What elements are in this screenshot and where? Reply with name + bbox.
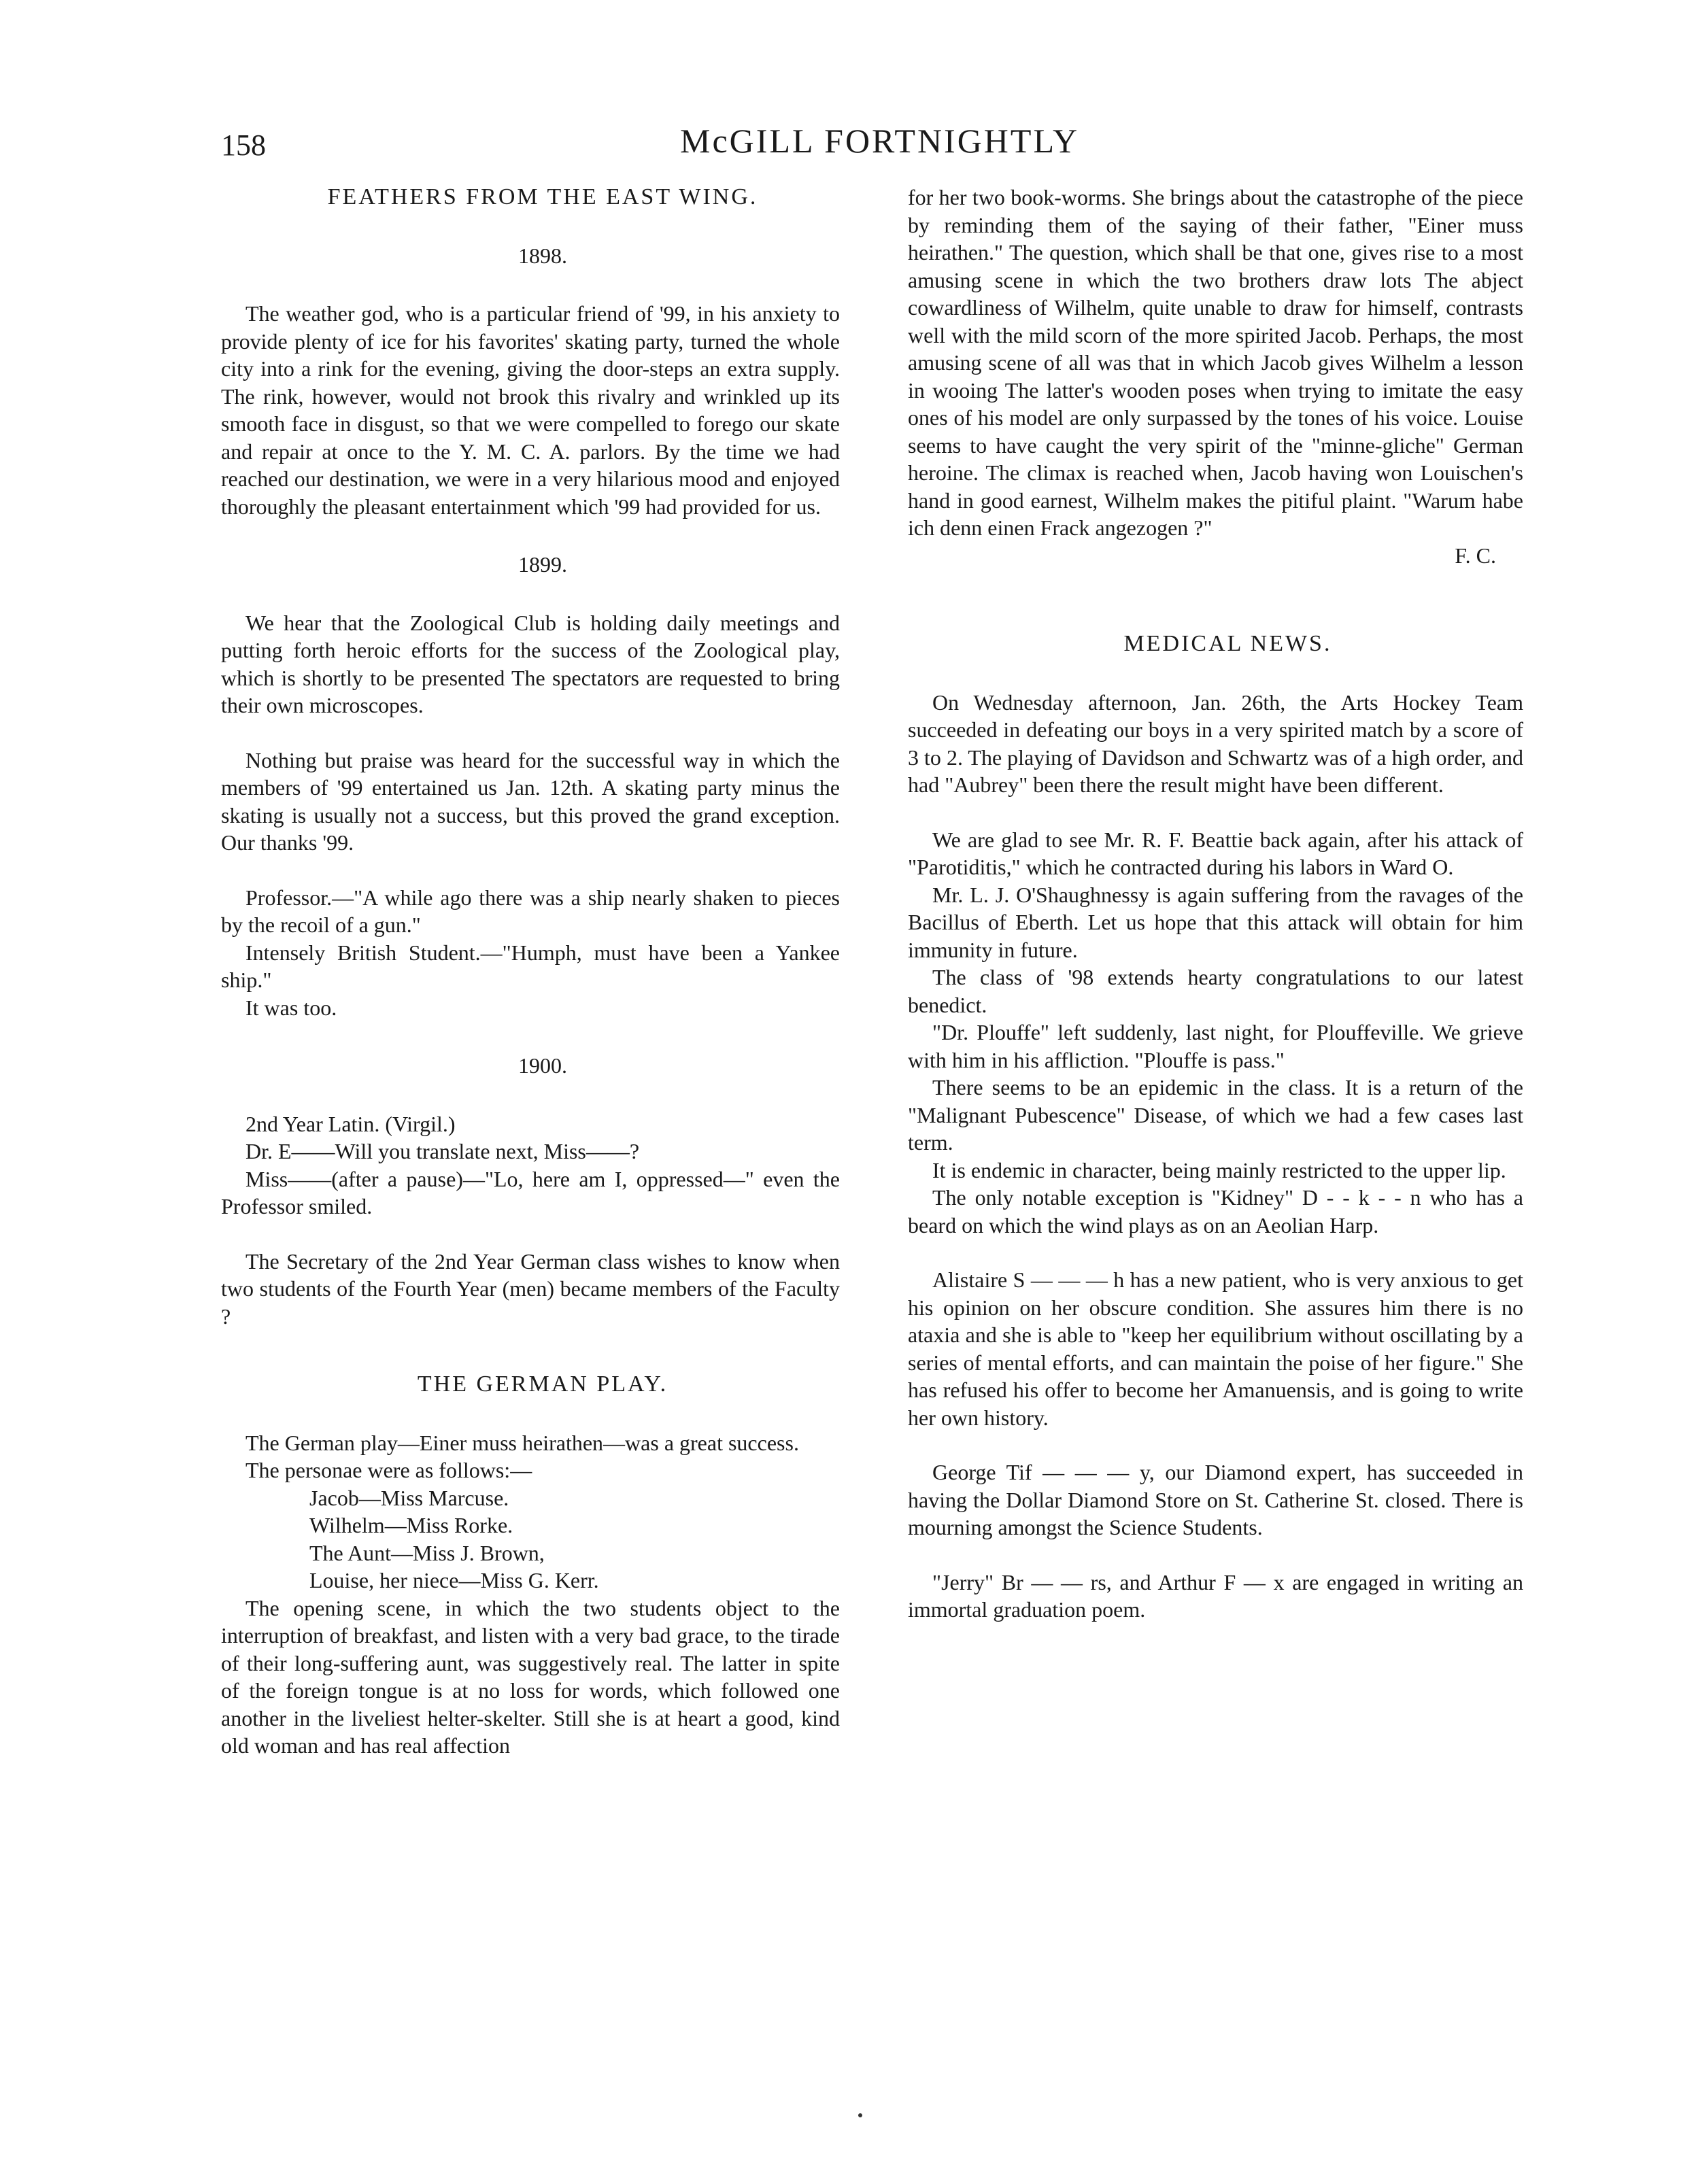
paragraph-professor: Professor.—"A while ago there was a ship nearly shaken to pieces by the recoil of a gun." <box>221 885 840 937</box>
paragraph-1898: The weather god, who is a particular friend of '99, in his anxiety to provide plenty of ice for his favorites' skating party, turned the whole city into a rink for the evening, giving the door-steps an extra supply. The rink, however, would not brook this rivalry and wrinkled up its smooth face in disgust, so that we were compelled to forego our skate and repair at once to the Y. M. C. A. parlors. By the time we had reached our destination, we were in a very hilarious mood and enjoyed thoroughly the pleasant entertainment which '99 had provided for us. <box>221 301 840 519</box>
paragraph-class-98: The class of '98 extends hearty congratulations to our latest benedict. <box>908 965 1523 1017</box>
paragraph-student: Intensely British Student.—"Humph, must have been a Yankee ship." <box>221 940 840 992</box>
feathers-heading: FEATHERS FROM THE EAST WING. <box>327 184 758 209</box>
paragraph-george: George Tif — — — y, our Diamond expert, has succeeded in having the Dollar Diamond Store on St. Catherine St. closed. There is mourning amongst the Science Students. <box>908 1460 1523 1539</box>
year-1899-heading: 1899. <box>518 552 567 577</box>
paragraph-zoological: We hear that the Zoological Club is holding daily meetings and putting forth heroic efforts for the success of the Zoological play, which is shortly to be presented The spectators are requested to bring their own microscopes. <box>221 610 840 717</box>
paragraph-opening-scene: The opening scene, in which the two students object to the interruption of breakfast, and listen with a very bad grace, to the tirade of their long-suffering aunt, was suggestively real. The latter in spite of the foreign tongue is at no loss for words, which followed one another in the liveliest helter-skelter. Still she is at heart a good, kind old woman and has real affection <box>221 1595 840 1758</box>
paragraph-oppressed: Miss——(after a pause)—"Lo, here am I, oppressed—" even the Professor smiled. <box>221 1166 840 1218</box>
cast-list <box>221 1484 840 1594</box>
german-play-heading: THE GERMAN PLAY. <box>417 1371 668 1397</box>
cast-item: Jacob—Miss Marcuse. <box>309 1485 509 1510</box>
running-head: McGILL FORTNIGHTLY <box>680 122 1080 160</box>
cast-item: The Aunt—Miss J. Brown, <box>309 1540 545 1565</box>
right-column <box>908 184 1523 1624</box>
paragraph-german-continued: for her two book-worms. She brings about the catastrophe of the piece by reminding them of the saying of their father, "Einer muss heirathen." The question, which shall be that one, gives rise to a most amusing scene in which the two brothers draw lots The abject cowardliness of Wilhelm, quite unable to draw for himself, contrasts well with the mild scorn of the more spirited Jacob. Perhaps, the most amusing scene of all was that in which Jacob gives Wilhelm a lesson in wooing The latter's wooden poses when trying to imitate the easy ones of his model are only surpassed by the tones of his voice. Louise seems to have caught the very spirit of the "minne-gliche" German heroine. The climax is reached when, Jacob having won Louischen's hand in good earnest, Wilhelm makes the pitiful plaint. "Warum habe ich denn einen Frack angezogen ?" <box>908 185 1523 540</box>
paragraph-secretary: The Secretary of the 2nd Year German class wishes to know when two students of the Fourth Year (men) became members of the Faculty ? <box>221 1248 840 1329</box>
paragraph-was-too: It was too. <box>245 995 337 1020</box>
paragraph-latin: 2nd Year Latin. (Virgil.) <box>245 1111 456 1136</box>
left-column <box>221 184 840 1760</box>
year-1898-heading: 1898. <box>518 243 567 268</box>
paragraph-kidney: The only notable exception is "Kidney" D - - k - - n who has a beard on which the wind plays as on an Aeolian Harp. <box>908 1185 1523 1238</box>
paragraph-skating: Nothing but praise was heard for the successful way in which the members of '99 entertained us Jan. 12th. A skating party minus the skating is usually not a success, but this proved the grand exception. Our thanks '99. <box>221 747 840 855</box>
medical-news-heading: MEDICAL NEWS. <box>1123 631 1332 656</box>
paragraph-beattie: We are glad to see Mr. R. F. Beattie back again, after his attack of "Parotiditis," which he contracted during his labors in Ward O. <box>908 827 1523 879</box>
paragraph-jerry: "Jerry" Br — — rs, and Arthur F — x are engaged in writing an immortal graduation poem. <box>908 1569 1523 1622</box>
paragraph-endemic: It is endemic in character, being mainly restricted to the upper lip. <box>932 1157 1506 1182</box>
paragraph-plouffe: "Dr. Plouffe" left suddenly, last night, for Plouffeville. We grieve with him in his affliction. "Plouffe is pass." <box>908 1020 1523 1072</box>
page-number: 158 <box>221 129 266 162</box>
cast-item: Louise, her niece—Miss G. Kerr. <box>309 1568 599 1592</box>
paragraph-german-success: The German play—Einer muss heirathen—was a great success. <box>245 1430 799 1455</box>
paragraph-translate: Dr. E——Will you translate next, Miss——? <box>245 1139 640 1163</box>
year-1900-heading: 1900. <box>518 1053 567 1078</box>
paragraph-epidemic: There seems to be an epidemic in the class. It is a return of the "Malignant Pubescence" Disease, of which we had a few cases last term. <box>908 1075 1523 1155</box>
cast-item: Wilhelm—Miss Rorke. <box>309 1513 513 1537</box>
paragraph-oshaughnessy: Mr. L. J. O'Shaughnessy is again suffering from the ravages of the Bacillus of Eberth. Let us hope that this attack will obtain for him immunity in future. <box>908 882 1523 962</box>
paragraph-hockey: On Wednesday afternoon, Jan. 26th, the Arts Hockey Team succeeded in defeating our boys in a very spirited match by a score of 3 to 2. The playing of Davidson and Schwartz was of a high order, and had "Aubrey" been there the result might have been different. <box>908 689 1523 797</box>
paragraph-personae: The personae were as follows:— <box>245 1458 532 1482</box>
footer-dot <box>858 2113 862 2117</box>
signature: F. C. <box>1455 543 1496 568</box>
paragraph-alistaire: Alistaire S — — — h has a new patient, who is very anxious to get his opinion on her obscure condition. She assures him there is no ataxia and she is able to "keep her equilibrium without oscillating by a series of mental efforts, and can maintain the poise of her figure." She has refused his offer to become her Amanuensis, and is going to write her own history. <box>908 1267 1523 1430</box>
